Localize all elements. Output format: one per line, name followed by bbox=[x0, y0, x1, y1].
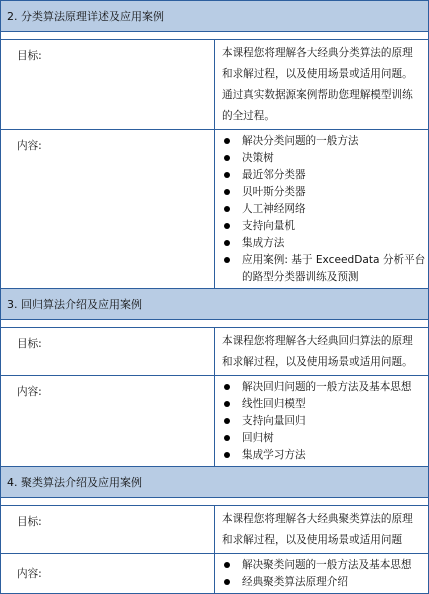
goal-label: 目标: bbox=[1, 328, 215, 376]
list-item-text: 集成方法 bbox=[242, 237, 285, 249]
list-item bbox=[215, 150, 428, 167]
goal-text: 本课程您将理解各大经典回归算法的原理和求解过程，以及使用场景或适用问题。 bbox=[215, 328, 429, 376]
content-label: 内容: bbox=[1, 130, 215, 289]
list-item-text: 最近邻分类器 bbox=[242, 169, 306, 181]
section-title: 4. 聚类算法介绍及应用案例 bbox=[1, 467, 429, 498]
list-item bbox=[215, 167, 428, 184]
list-item bbox=[215, 574, 428, 591]
list-item-text: 解决聚类问题的一般方法及基本思想 bbox=[242, 559, 412, 571]
goal-row bbox=[1, 506, 429, 554]
list-item-text: 贝叶斯分类器 bbox=[242, 186, 306, 198]
content-label: 内容: bbox=[1, 554, 215, 594]
list-item-text: 集成学习方法 bbox=[242, 449, 306, 461]
content-row bbox=[1, 376, 429, 467]
bullet-icon bbox=[224, 401, 230, 407]
list-item bbox=[215, 396, 428, 413]
goal-text: 本课程您将理解各大经典分类算法的原理和求解过程，以及使用场景或适用问题。通过真实数据源案例帮助您理解模型训练的全过程。 bbox=[215, 40, 429, 130]
list-item-text: 支持向量回归 bbox=[242, 415, 306, 427]
list-item-text: 决策树 bbox=[242, 152, 274, 164]
spacer-row bbox=[1, 320, 429, 328]
list-item bbox=[215, 379, 428, 396]
list-item bbox=[215, 447, 428, 464]
bullet-icon bbox=[224, 138, 230, 144]
list-item-text: 支持向量机 bbox=[242, 220, 295, 232]
bullet-icon bbox=[224, 435, 230, 441]
bullet-icon bbox=[224, 189, 230, 195]
content-label: 内容: bbox=[1, 376, 215, 467]
content-row bbox=[1, 130, 429, 289]
goal-label: 目标: bbox=[1, 506, 215, 554]
list-item-text: 人工神经网络 bbox=[242, 203, 306, 215]
list-item bbox=[215, 218, 428, 235]
list-item bbox=[215, 557, 428, 574]
list-item-text: 线性回归模型 bbox=[242, 398, 306, 410]
section-header-row bbox=[1, 1, 429, 32]
goal-row bbox=[1, 40, 429, 130]
bullet-icon bbox=[224, 206, 230, 212]
bullet-icon bbox=[224, 172, 230, 178]
bullet-icon bbox=[224, 418, 230, 424]
list-item-text: 解决回归问题的一般方法及基本思想 bbox=[242, 381, 412, 393]
content-list bbox=[215, 133, 428, 286]
bullet-icon bbox=[224, 155, 230, 161]
bullet-icon bbox=[224, 562, 230, 568]
spacer-row bbox=[1, 32, 429, 40]
list-item-text: 解决分类问题的一般方法 bbox=[242, 135, 359, 147]
list-item-text: 经典聚类算法原理介绍 bbox=[242, 576, 348, 588]
goal-text: 本课程您将理解各大经典聚类算法的原理和求解过程，以及使用场景或适用问题 bbox=[215, 506, 429, 554]
list-item bbox=[215, 184, 428, 201]
content-list bbox=[215, 379, 428, 464]
list-item-text: 回归树 bbox=[242, 432, 274, 444]
section-title: 2. 分类算法原理详述及应用案例 bbox=[1, 1, 429, 32]
list-item bbox=[215, 252, 428, 286]
list-item bbox=[215, 235, 428, 252]
section-title: 3. 回归算法介绍及应用案例 bbox=[1, 289, 429, 320]
list-item bbox=[215, 133, 428, 150]
list-item bbox=[215, 201, 428, 218]
goal-row bbox=[1, 328, 429, 376]
section-header-row bbox=[1, 467, 429, 498]
bullet-icon bbox=[224, 240, 230, 246]
content-row bbox=[1, 554, 429, 594]
bullet-icon bbox=[224, 579, 230, 585]
section-header-row bbox=[1, 289, 429, 320]
spacer-row bbox=[1, 498, 429, 506]
list-item-text: 应用案例: 基于 ExceedData 分析平台的路型分类器训练及预测 bbox=[242, 254, 426, 283]
goal-label: 目标: bbox=[1, 40, 215, 130]
bullet-icon bbox=[224, 257, 230, 263]
bullet-icon bbox=[224, 384, 230, 390]
list-item bbox=[215, 413, 428, 430]
content-list bbox=[215, 557, 428, 591]
bullet-icon bbox=[224, 223, 230, 229]
list-item bbox=[215, 430, 428, 447]
bullet-icon bbox=[224, 452, 230, 458]
